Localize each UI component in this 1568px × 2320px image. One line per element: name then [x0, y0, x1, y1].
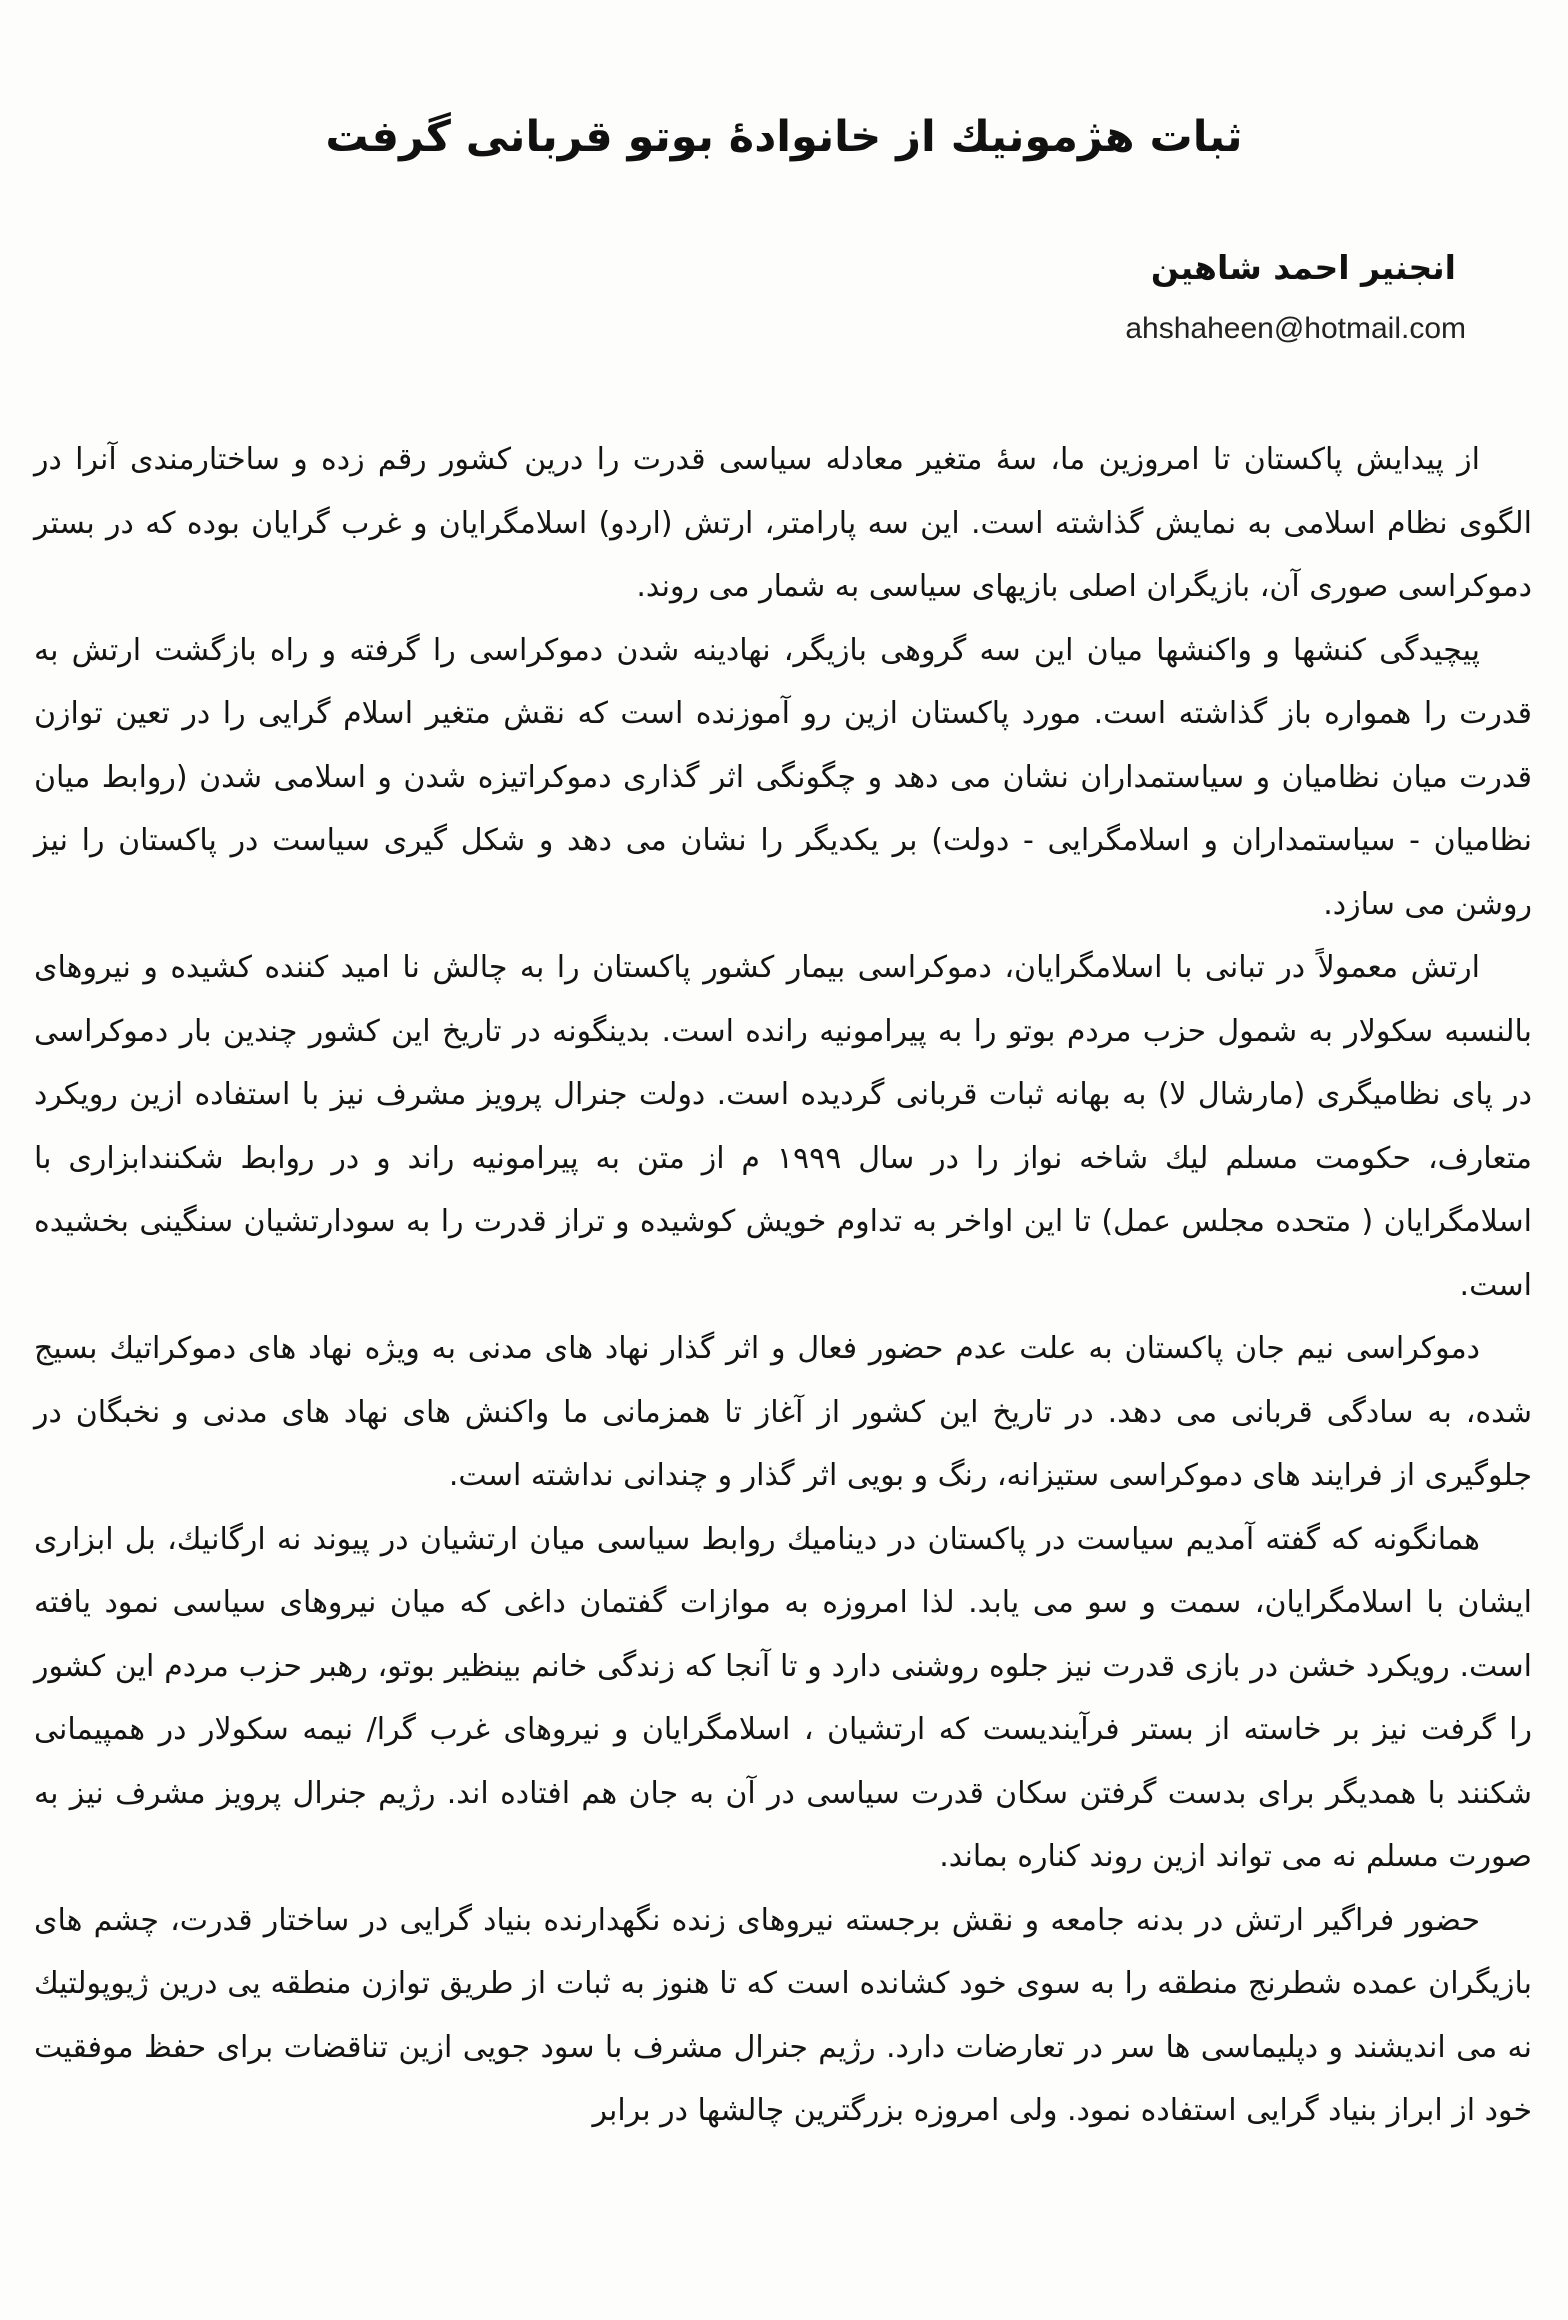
- paragraph: دموكراسی نیم جان پاكستان به علت عدم حضور فعال و اثر گذار نهاد های مدنی به ویژه نهاد های دموكراتیك بسیج شده، به سادگی قربانی می دهد. در تاریخ این كشور از آغاز تا همزمانی ما واكنش های نهاد های مدنی و نخبگان در جلوگیری از فرایند های دموكراسی ستیزانه، رنگ و بویی اثر گذار و چندانی نداشته است.: [34, 1331, 1532, 1493]
- author-name: انجنیر احمد شاهین: [1150, 248, 1456, 287]
- article-body: [34, 428, 1532, 2143]
- paragraph: ارتش معمولاً در تبانی با اسلامگرایان، دموكراسی بیمار كشور پاكستان را به چالش نا امید كننده كشیده و نیروهای بالنسبه سكولار به شمول حزب مردم بوتو را به پیرامونیه رانده است. بدینگونه در تاریخ این كشور چندین بار دموكراسی در پای نظامیگری (مارشال لا) به بهانه ثبات قربانی گردیده است. دولت جنرال پرویز مشرف نیز با استفاده ازین رویكرد متعارف، حكومت مسلم لیك شاخه نواز را در سال ۱۹۹۹ م از متن به پیرامونیه راند و در روابط شكنندابزاری با اسلامگرایان ( متحده مجلس عمل) تا این اواخر به تداوم خویش كوشیده و تراز قدرت را به سودارتشیان سنگینی بخشیده است.: [34, 950, 1532, 1303]
- paragraph: همانگونه كه گفته آمدیم سیاست در پاكستان در دینامیك روابط سیاسی میان ارتشیان در پیوند نه ارگانیك، بل ابزاری ایشان با اسلامگرایان، سمت و سو می یابد. لذا امروزه به موازات گفتمان داغی كه میان نیروهای سیاسی نمود یافته است. رویكرد خشن در بازی قدرت نیز جلوه روشنی دارد و تا آنجا كه زندگی خانم بینظیر بوتو، رهبر حزب مردم این كشور را گرفت نیز بر خاسته از بستر فرآیندیست كه ارتشیان ، اسلامگرایان و نیروهای غرب گرا/ نیمه سكولار در همپیمانی شكنند با همدیگر برای بدست گرفتن سكان قدرت سیاسی در آن به جان هم افتاده اند. رژیم جنرال پرویز مشرف نیز به صورت مسلم نه می تواند ازین روند كناره بماند.: [34, 1521, 1532, 1874]
- paragraph: از پیدایش پاكستان تا امروزین ما، سۀ متغیر معادله سیاسی قدرت را درین كشور رقم زده و ساختارمندی آنرا در الگوی نظام اسلامی به نمایش گذاشته است. این سه پارامتر، ارتش (اردو) اسلامگرایان و غرب گرایان بوده كه در بستر دموكراسی صوری آن، بازیگران اصلی بازیهای سیاسی به شمار می روند.: [34, 442, 1532, 604]
- paragraph: حضور فراگیر ارتش در بدنه جامعه و نقش برجسته نیروهای زنده نگهدارنده بنیاد گرایی در ساختار قدرت، چشم های بازیگران عمده شطرنج منطقه را به سوی خود كشانده است كه تا هنوز به ثبات از طریق توازن منطقه یی درین ژیوپولتیك نه می اندیشند و دپلیماسی ها سر در تعارضات دارد. رژیم جنرال مشرف با سود جویی ازین تناقضات برای حفظ موفقیت خود از ابراز بنیاد گرایی استفاده نمود. ولی امروزه بزرگترین چالشها در برابر: [34, 1902, 1532, 2128]
- paragraph: پیچیدگی كنشها و واكنشها میان این سه گروهی بازیگر، نهادینه شدن دموكراسی را گرفته و راه بازگشت ارتش به قدرت را همواره باز گذاشته است. مورد پاكستان ازین رو آموزنده است كه نقش متغیر اسلام گرایی را در تعین توازن قدرت میان نظامیان و سیاستمداران نشان می دهد و چگونگی اثر گذاری دموكراتیزه شدن و اسلامی شدن (روابط میان نظامیان - سیاستمداران و اسلامگرایی - دولت) بر یكدیگر را نشان می دهد و شكل گیری سیاست در پاكستان را نیز روشن می سازد.: [34, 632, 1532, 922]
- author-email: ahshaheen@hotmail.com: [1125, 312, 1466, 345]
- article-title: ثبات هژمونیك از خانوادۀ بوتو قربانی گرفت: [325, 112, 1243, 162]
